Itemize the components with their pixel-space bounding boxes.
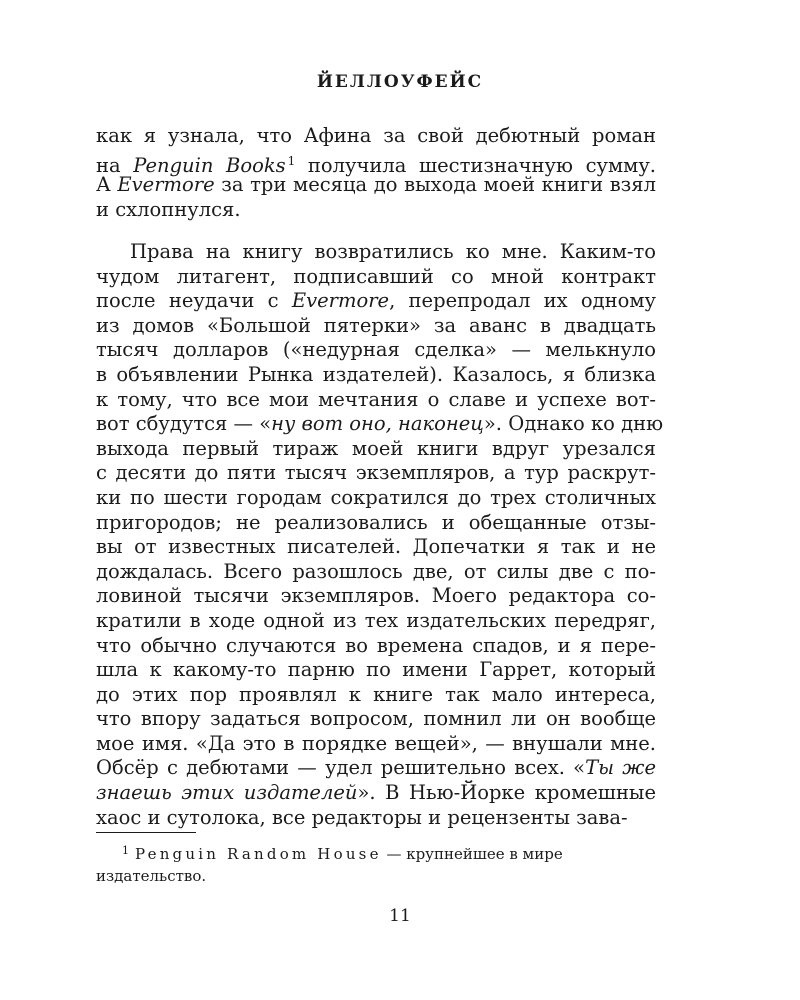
footnote-line-2: издательство. [96,867,207,885]
text-segment: Обсёр с дебютами — удел решительно всех. « [96,756,586,780]
text-line [96,173,656,198]
italic-text: Penguin Books [133,153,286,177]
text-line [96,511,656,536]
footnote-text: — крупнейшее в мире [381,845,563,863]
page-number: 11 [389,906,411,926]
text-segment: хаос и сутолока, все редакторы и рецензенты зава- [96,805,628,829]
text-line [96,560,656,585]
paragraph-2 [96,240,664,830]
text-segment: и схлопнулся. [96,197,241,221]
italic-text: Evermore [291,289,390,313]
footnote-ref: 1 [287,153,296,168]
text-line [96,486,656,511]
text-line [96,265,656,290]
text-segment: кратили в ходе одной из тех издательских передряг, [96,608,656,632]
text-segment: после неудачи с [96,289,292,313]
text-segment: вы от известных писателей. Допечатки я так и не [96,535,656,559]
paragraph-1 [96,124,656,222]
italic-text: знаешь этих издателей [96,781,358,805]
text-segment: А [96,173,118,197]
text-line [96,388,656,413]
text-segment: с десяти до пяти тысяч экземпляров, а тур раскрут- [96,461,656,485]
text-line [96,658,656,683]
text-segment: тысяч долларов («недурная сделка» — мелькнуло [96,338,656,362]
italic-text: Evermore [117,173,215,197]
text-segment: за три месяца до выхода моей книги взял [214,173,656,197]
text-segment: ». В Нью-Йорке кромешные [357,781,656,805]
text-segment: в объявлении Рынка издателей). Казалось, я близка [96,362,656,386]
footnote-name: Penguin Random House [135,845,382,863]
text-segment: на [96,153,134,177]
footnote [96,840,656,887]
text-segment: шла к какому-то парню по имени Гаррет, который [96,658,656,682]
text-line [96,634,656,659]
text-line [96,437,656,462]
text-line [96,756,656,781]
text-line [96,338,656,363]
text-line [96,240,656,265]
text-segment: к тому, что все мои мечтания о славе и успехе вот- [96,387,656,411]
text-segment: что обычно случаются во времена спадов, и я пере- [96,633,656,657]
text-segment: дождалась. Всего разошлось две, от силы две с по- [96,559,656,583]
text-line [96,363,656,388]
text-line [96,124,656,149]
text-line [96,535,656,560]
text-line [96,683,656,708]
text-segment: из домов «Большой пятерки» за аванс в двадцать [96,313,656,337]
text-segment: до этих пор проявлял к книге так мало интереса, [96,682,656,706]
text-segment: выхода первый тираж моей книги вдруг урезался [96,436,656,460]
running-header: ЙЕЛЛОУФЕЙС [316,72,484,92]
text-line [96,584,656,609]
text-segment: как я узнала, что Афина за свой дебютный роман [96,124,656,147]
text-line [96,781,656,806]
text-segment: ки по шести городам сократился до трех столичных [96,485,656,509]
text-segment: Права на книгу возвратились ко мне. Каким-то [130,240,656,263]
text-line [96,149,656,177]
text-line [96,289,656,314]
text-segment: вот сбудутся — « [96,412,272,436]
text-line [96,732,656,757]
text-segment: что впору задаться вопросом, помнил ли он вообще [96,707,656,731]
italic-text: Ты же [585,756,657,780]
text-line [96,314,656,339]
text-line [96,609,656,634]
footnote-divider [96,832,196,833]
text-segment: ». Однако ко дню [483,412,664,436]
text-segment: получила шестизначную сумму. [295,153,656,177]
text-segment: пригородов; не реализовались и обещанные отзы- [96,510,656,534]
italic-text: ну вот оно, наконец [271,412,484,436]
footnote-line-1 [96,840,656,865]
footnote-number: 1 [122,844,129,857]
text-line [96,707,656,732]
text-segment: чудом литагент, подписавший со мной контракт [96,264,656,288]
text-line [96,198,656,223]
text-segment: , перепродал их одному [389,289,657,313]
text-line [96,461,656,486]
text-segment: ловиной тысячи экземпляров. Моего редактора со- [96,584,656,608]
text-line [96,806,656,831]
text-line [96,412,664,437]
text-segment: мое имя. «Да это в порядке вещей», — внушали мне. [96,731,656,755]
